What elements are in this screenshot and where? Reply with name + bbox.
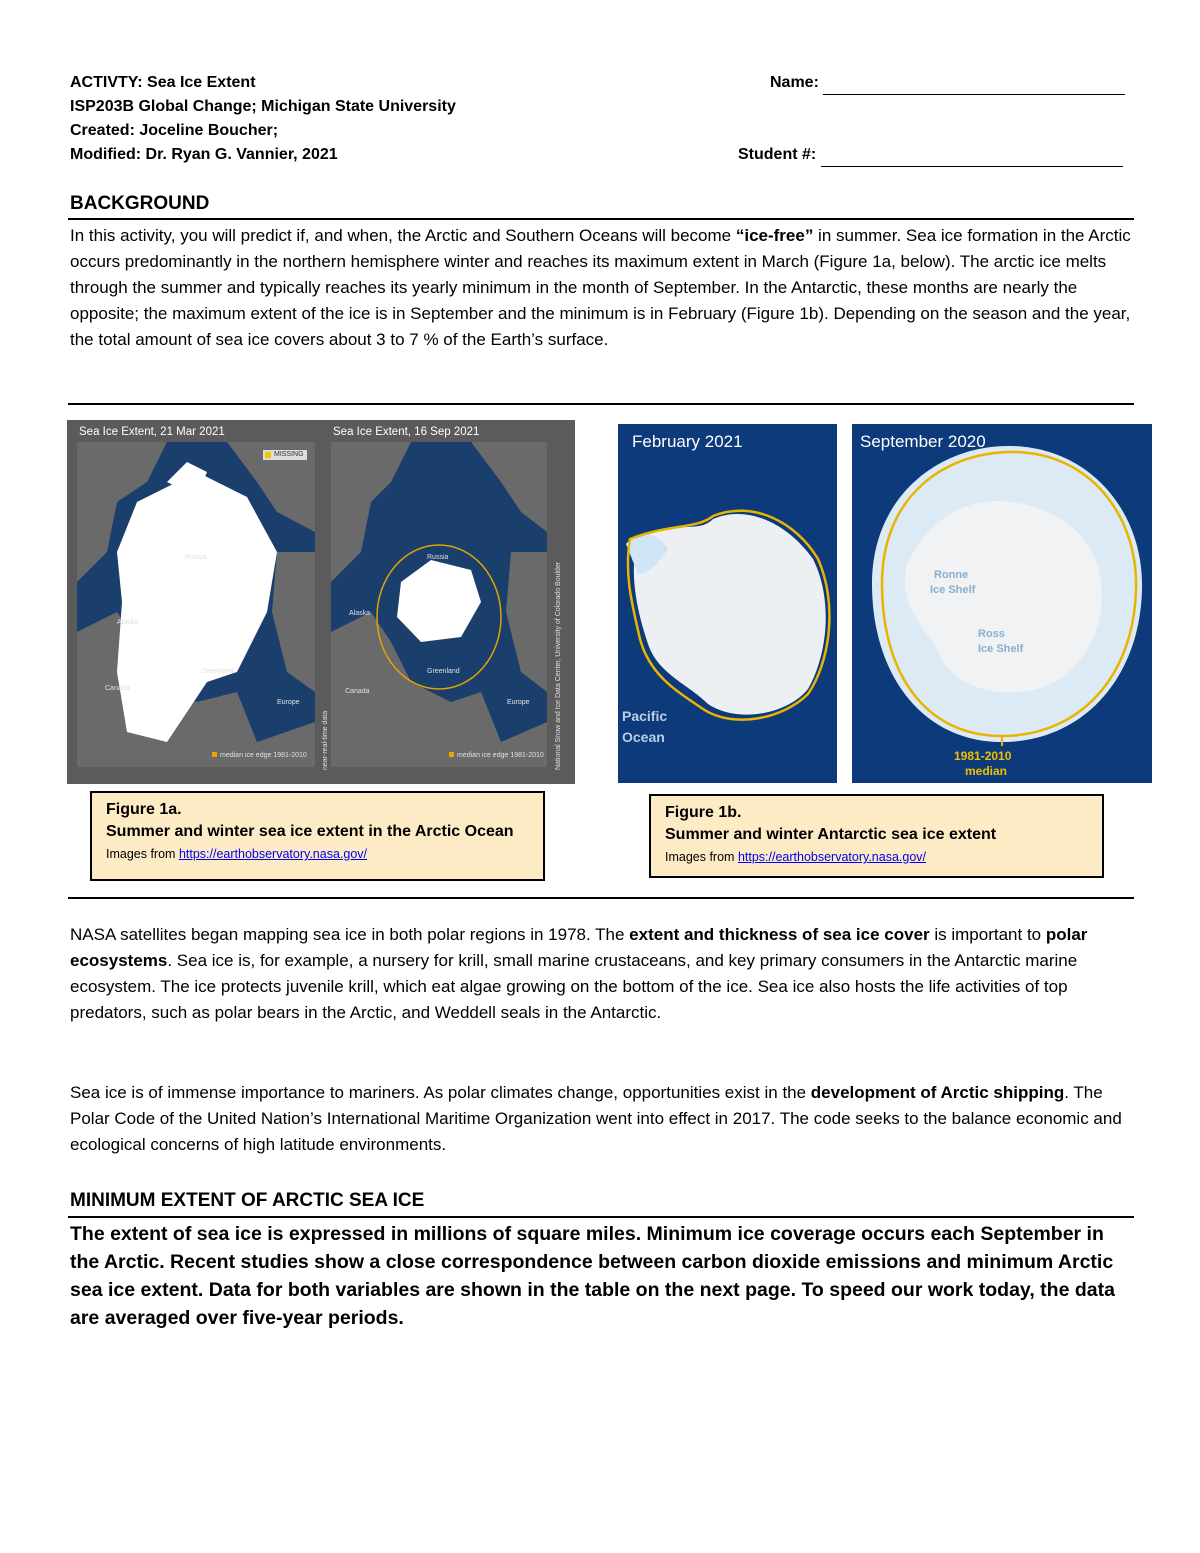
arctic-map-september bbox=[331, 442, 547, 767]
figure-1b-source-link[interactable]: https://earthobservatory.nasa.gov/ bbox=[737, 850, 927, 864]
map-title-february: February 2021 bbox=[632, 432, 743, 451]
background-paragraph: In this activity, you will predict if, and when, the Arctic and Southern Oceans will become “ice-free” in summer. Sea ice formation in the Arctic occurs predominantly in the northern hemisphere winter and reaches its maximum extent in March (Figure 1a, below). The arctic ice melts through the summer and typically reaches its yearly minimum in the month of September. In the Antarctic, these months are nearly the opposite; the maximum extent of the ice is in September and the minimum is in February (Figure 1b). Depending on the season and the year, the total amount of sea ice covers about 3 to 7 % of the Earth’s surface. bbox=[70, 226, 1131, 349]
arctic-map-march bbox=[77, 442, 315, 767]
nasa-paragraph: NASA satellites began mapping sea ice in both polar regions in 1978. The extent and thickness of sea ice cover is important to polar ecosystems. Sea ice is, for example, a nursery for krill, small marine crustaceans, and key primary consumers in the Antarctic marine ecosystem. The ice protects juvenile krill, which eat algae growing on the bottom of the ice. Sea ice also hosts the life activities of top predators, such as polar bears in the Arctic, and Weddell seals in the Antarctic. bbox=[70, 925, 1088, 1022]
modified-line: Modified: Dr. Ryan G. Vannier, 2021 bbox=[70, 146, 338, 163]
map-title-march: Sea Ice Extent, 21 Mar 2021 bbox=[79, 426, 225, 438]
arctic-map-september-graphic bbox=[331, 442, 547, 767]
nrt-credit: near-real-time data bbox=[322, 710, 329, 770]
legend-label: median ice edge 1981-2010 bbox=[457, 752, 544, 759]
background-heading: BACKGROUND bbox=[70, 193, 210, 214]
minimum-extent-paragraph: The extent of sea ice is expressed in millions of square miles. Minimum ice coverage occurs each September in the Arctic. Recent studies show a close correspondence between carbon dioxide emissions and minimum Arctic sea ice extent. Data for both variables are shown in the table on the next page. To speed our work today, the data are averaged over five-year periods. bbox=[70, 1223, 1115, 1329]
figure-1b-subtitle: Summer and winter Antarctic sea ice extent bbox=[665, 826, 997, 843]
alaska-label: Alaska bbox=[349, 610, 371, 617]
divider bbox=[68, 897, 1134, 899]
antarctic-map-september bbox=[852, 424, 1152, 783]
figure-1a-caption bbox=[90, 791, 545, 881]
name-label: Name: bbox=[770, 74, 819, 91]
student-blank[interactable] bbox=[821, 149, 1123, 167]
map-title-september-2020: September 2020 bbox=[860, 432, 986, 451]
legend-label: median ice edge 1981-2010 bbox=[220, 752, 307, 759]
canada-label: Canada bbox=[105, 685, 130, 692]
canada-label: Canada bbox=[345, 688, 370, 695]
name-blank[interactable] bbox=[823, 77, 1125, 95]
figure-1b-source-prefix: Images from bbox=[665, 850, 738, 864]
map-title-september: Sea Ice Extent, 16 Sep 2021 bbox=[333, 426, 480, 438]
antarctic-map-february bbox=[618, 424, 837, 783]
greenland-label: Greenland bbox=[201, 668, 234, 675]
nsidc-credit: National Snow and Ice Data Center, University of Colorado Boulder bbox=[555, 561, 562, 770]
ross-label: Ross bbox=[978, 628, 1005, 640]
student-label: Student #: bbox=[738, 146, 817, 163]
europe-label: Europe bbox=[277, 699, 300, 706]
ocean-label: Ocean bbox=[622, 729, 665, 745]
median-label: median bbox=[965, 764, 1008, 778]
median-years-label: 1981-2010 bbox=[954, 749, 1012, 763]
antarctic-map-september-graphic bbox=[852, 424, 1152, 783]
europe-label: Europe bbox=[507, 699, 530, 706]
divider bbox=[68, 403, 1134, 405]
missing-label: MISSING bbox=[274, 451, 304, 458]
minimum-extent-heading: MINIMUM EXTENT OF ARCTIC SEA ICE bbox=[70, 1190, 425, 1211]
pacific-label: Pacific bbox=[622, 708, 668, 724]
created-line: Created: Joceline Boucher; bbox=[70, 122, 279, 139]
arctic-figure bbox=[67, 420, 575, 784]
arctic-map-march-graphic bbox=[77, 442, 315, 767]
course-line: ISP203B Global Change; Michigan State University bbox=[70, 98, 456, 115]
greenland-label: Greenland bbox=[427, 668, 460, 675]
header-block bbox=[70, 71, 670, 167]
figure-1a-subtitle: Summer and winter sea ice extent in the Arctic Ocean bbox=[106, 823, 514, 840]
russia-label: Russia bbox=[427, 554, 449, 561]
ronne-shelf-label: Ice Shelf bbox=[930, 584, 976, 596]
ross-shelf-label: Ice Shelf bbox=[978, 643, 1024, 655]
student-field[interactable] bbox=[738, 143, 1123, 167]
figure-1b-caption bbox=[649, 794, 1104, 878]
divider bbox=[68, 218, 1134, 220]
figure-1a-title: Figure 1a. bbox=[106, 801, 182, 818]
alaska-label: Alaska bbox=[117, 619, 139, 626]
activity-title: ACTIVTY: Sea Ice Extent bbox=[70, 74, 256, 91]
figure-1a-source-prefix: Images from bbox=[106, 847, 179, 861]
ronne-label: Ronne bbox=[934, 569, 969, 581]
name-field[interactable] bbox=[770, 71, 1125, 95]
figure-1a-source-link[interactable]: https://earthobservatory.nasa.gov/ bbox=[178, 847, 368, 861]
divider bbox=[68, 1216, 1134, 1218]
russia-label: Russia bbox=[185, 554, 207, 561]
shipping-paragraph: Sea ice is of immense importance to mariners. As polar climates change, opportunities exist in the development of Arctic shipping. The Polar Code of the United Nation’s International Maritime Organization went into effect in 2017. The code seeks to the balance economic and ecological concerns of high latitude environments. bbox=[70, 1083, 1122, 1154]
figure-1b-title: Figure 1b. bbox=[665, 804, 742, 821]
